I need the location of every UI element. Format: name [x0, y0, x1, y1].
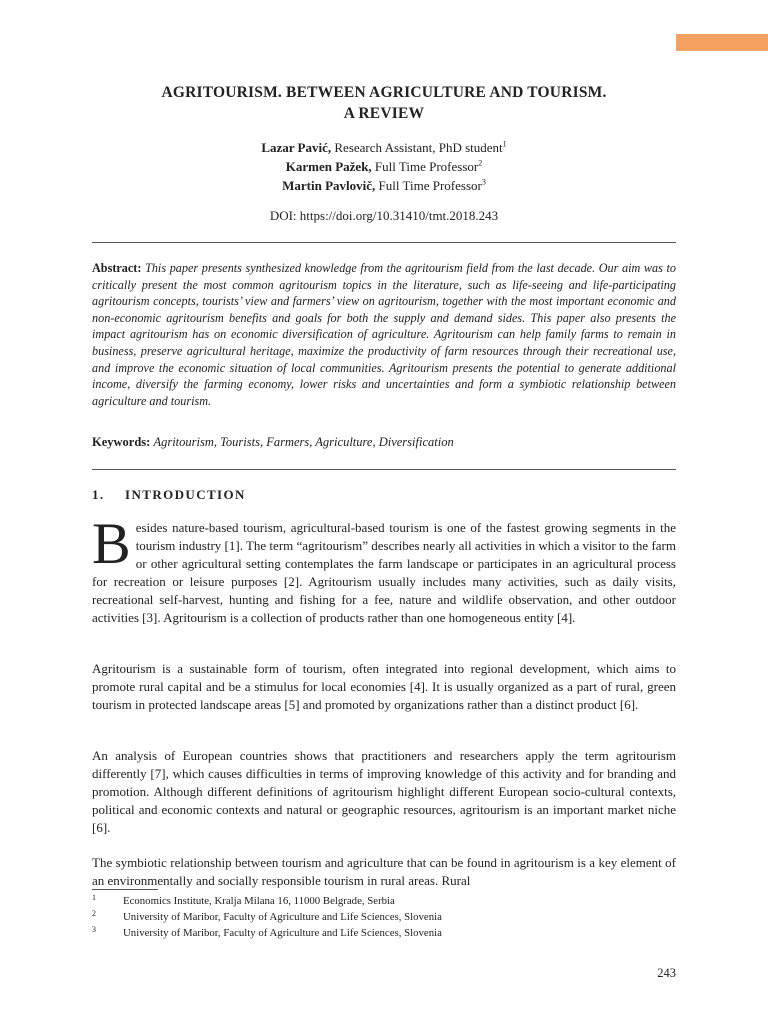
- paragraph-1-text: esides nature-based tourism, agricultural-based tourism is one of the fastest growing segments in the tourism industry [1]. The term “agritourism” describes nearly all activities in which a visitor to the farm or other agricultural setting contemplates the farm landscape or participates in an agricultural process for recreation or leisure purposes [2]. Agritourism usually includes many activities, such as daily visits, recreational self-harvest, hunting and fishing for a fee, nature and wildlife observation, and other outdoor activities [3]. Agritourism is a collection of products rather than one homogeneous entity [4].: [92, 520, 676, 626]
- footnote-1-text: Economics Institute, Kralja Milana 16, 11000 Belgrade, Serbia: [123, 895, 395, 907]
- footnote-1-number: 1: [92, 893, 96, 902]
- footnote-3: [92, 925, 676, 941]
- footnote-2: [92, 909, 676, 925]
- author-3-role: Full Time Professor: [378, 178, 482, 193]
- drop-cap: B: [92, 511, 131, 576]
- title-line-1: AGRITOURISM. BETWEEN AGRICULTURE AND TOURISM.: [161, 84, 607, 101]
- paragraph-4: The symbiotic relationship between tourism and agriculture that can be found in agritourism is a key element of an environmentally and socially responsible tourism in rural areas. Rural: [92, 855, 676, 889]
- author-3: [92, 176, 676, 195]
- author-2: [92, 157, 676, 176]
- author-2-footnote-ref: 2: [478, 158, 483, 168]
- divider-top: [92, 242, 676, 243]
- paragraph-2: Agritourism is a sustainable form of tourism, often integrated into regional development, which aims to promote rural capital and be a stimulus for local economies [4]. It is usually organized as a part of rural, green tourism in protected landscape areas [5] and promoted by organizations rather than a distinct product [6].: [92, 661, 676, 713]
- header-accent-bar: [676, 34, 768, 51]
- author-1-name: Lazar Pavić,: [261, 140, 332, 155]
- keywords-label: Keywords:: [92, 435, 151, 449]
- author-1-footnote-ref: 1: [502, 139, 507, 149]
- author-3-name: Martin Pavlovič,: [282, 178, 376, 193]
- footnote-1: [92, 893, 676, 909]
- divider-bottom: [92, 469, 676, 470]
- footnote-divider: [92, 889, 158, 890]
- author-2-role: Full Time Professor: [374, 159, 479, 174]
- paragraph-3: An analysis of European countries shows that practitioners and researchers apply the term agritourism differently [7], which causes difficulties in terms of improving knowledge of this activity and for branding and promotion. Although different definitions of agritourism highlight different European socio-cultural contexts, political and economic contexts and natural or geographic resources, agritourism is an important market niche [6].: [92, 748, 676, 836]
- paper-title: [92, 82, 676, 124]
- footnote-3-number: 3: [92, 925, 96, 934]
- author-1-role: Research Assistant, PhD student: [334, 140, 503, 155]
- abstract: [92, 260, 676, 409]
- author-1: [92, 138, 676, 157]
- doi-link[interactable]: DOI: https://doi.org/10.31410/tmt.2018.243: [269, 208, 499, 223]
- title-line-2: A REVIEW: [343, 105, 425, 122]
- paragraph-1: [92, 511, 676, 628]
- footnote-2-number: 2: [92, 909, 96, 918]
- abstract-label: Abstract:: [92, 261, 142, 275]
- section-number: 1.: [92, 487, 105, 502]
- section-title: INTRODUCTION: [125, 487, 246, 502]
- section-heading: [92, 487, 246, 503]
- author-2-name: Karmen Pažek,: [285, 159, 372, 174]
- keywords-text: Agritourism, Tourists, Farmers, Agriculture, Diversification: [153, 435, 454, 449]
- author-3-footnote-ref: 3: [481, 177, 486, 187]
- author-list: [92, 138, 676, 195]
- footnotes: [92, 893, 676, 941]
- page-number: 243: [657, 966, 676, 980]
- keywords: [92, 435, 676, 450]
- abstract-text: This paper presents synthesized knowledge from the agritourism field from the last decade. Our aim was to critically present the most common agritourism topics in the literature, such as life-seeing and life-participating agritourism concepts, tourists’ view and farmers’ view on agritourism, together with the most important economic and non-economic agritourism benefits and goals for both the supply and demand sides. This paper also presents the impact agritourism has on economic diversification of agriculture. Agritourism can help family farms to remain in business, preserve agricultural heritage, maximize the productivity of farm resources through their recreational use, and improve the economic situation of local communities. Agritourism presents the potential to generate additional income, diversify the farming economy, lower risks and uncertainties and form a symbiotic relationship between agriculture and tourism.: [92, 261, 676, 408]
- footnote-3-text: University of Maribor, Faculty of Agriculture and Life Sciences, Slovenia: [123, 927, 442, 939]
- footnote-2-text: University of Maribor, Faculty of Agriculture and Life Sciences, Slovenia: [123, 911, 442, 923]
